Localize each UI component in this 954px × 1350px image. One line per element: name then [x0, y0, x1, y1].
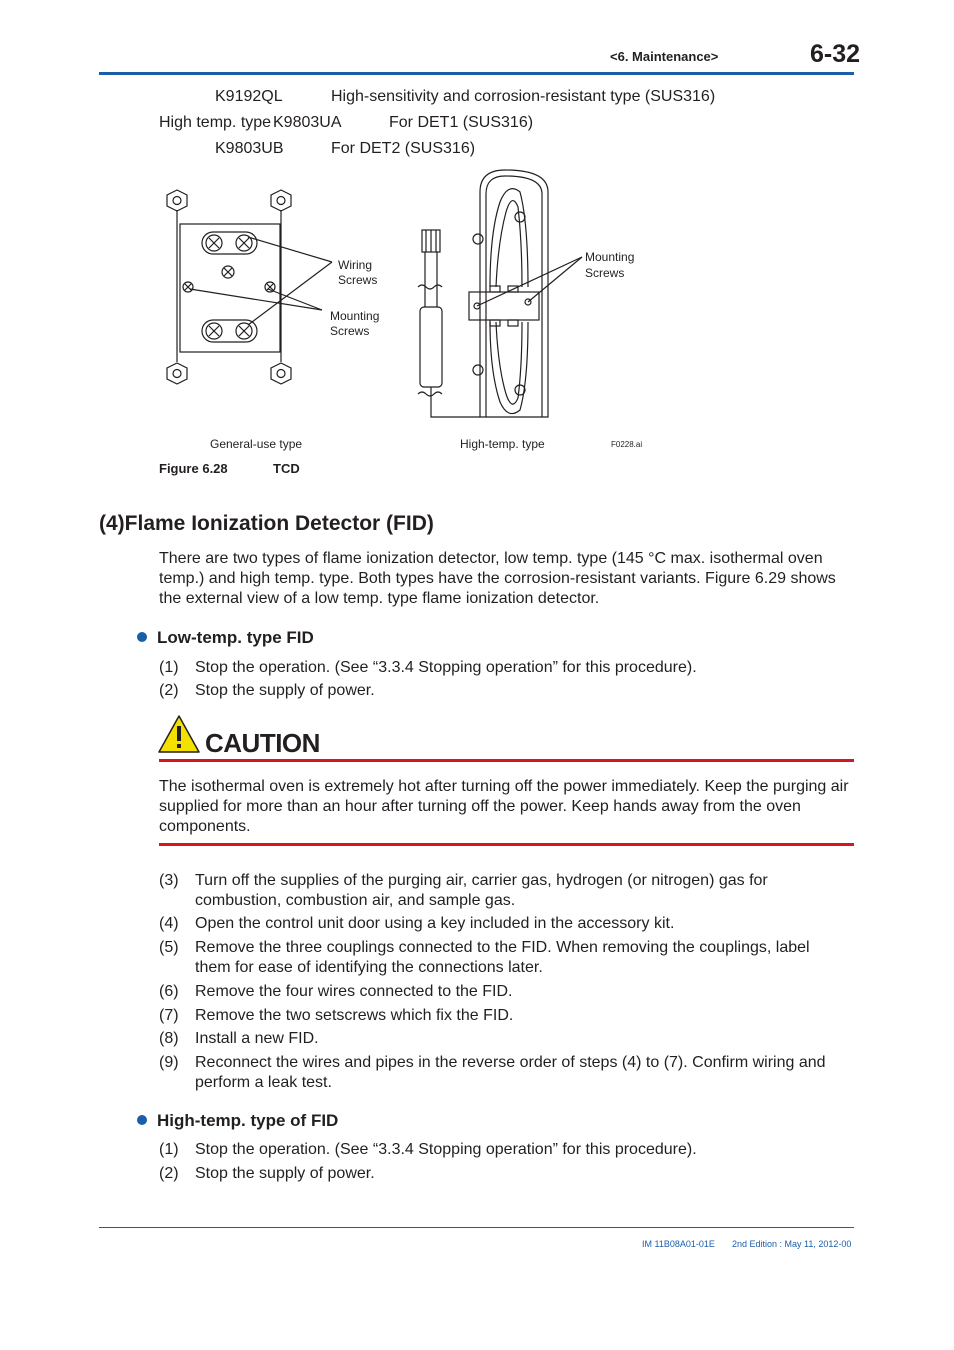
- figure-file-id: F0228.ai: [611, 440, 643, 449]
- hex-nut-icon: [167, 190, 187, 211]
- section-heading: (4)Flame Ionization Detector (FID): [99, 512, 434, 535]
- part-desc: For DET1 (SUS316): [389, 114, 534, 131]
- step-text: Turn off the supplies of the purging air, carrier gas, hydrogen (or nitrogen) gas for combustion, combustion air, and sample gas.: [195, 872, 768, 909]
- high-temp-heading: [137, 1111, 338, 1131]
- bullet-icon: [137, 1115, 147, 1125]
- wiring-screws-label: Wiring: [338, 258, 373, 272]
- page-number: 6-32: [810, 40, 861, 68]
- section-intro: There are two types of flame ionization detector, low temp. type (145 °C max. isothermal oven temp.) and high temp. type. Both types have the corrosion-resistant variants. Figure 6.29 shows the external view of a low temp. type flame ionization detector.: [159, 550, 836, 607]
- figure-caption-title: TCD: [273, 461, 300, 476]
- step-number: (6): [159, 983, 179, 1000]
- step-number: (5): [159, 939, 179, 956]
- part-desc: For DET2 (SUS316): [331, 140, 476, 157]
- step-number: (1): [159, 659, 179, 676]
- step-number: (9): [159, 1054, 179, 1071]
- mounting-screws-label: Screws: [330, 324, 370, 338]
- warning-triangle-icon: [157, 714, 201, 754]
- step-text: Stop the operation. (See “3.3.4 Stopping operation” for this procedure).: [195, 659, 697, 676]
- edition-info: 2nd Edition : May 11, 2012-00: [732, 1239, 852, 1249]
- mounting-screws-label: Mounting: [330, 309, 380, 323]
- part-desc: High-sensitivity and corrosion-resistant type (SUS316): [331, 88, 716, 105]
- step-text: Remove the three couplings connected to the FID. When removing the couplings, label them for ease of identifying the connections later.: [195, 939, 810, 976]
- high-temp-tcd-drawing: [418, 170, 582, 417]
- step-number: (2): [159, 1165, 179, 1182]
- figure-caption-number: Figure 6.28: [159, 461, 228, 476]
- low-temp-heading: [137, 628, 314, 648]
- step-text: Install a new FID.: [195, 1030, 319, 1047]
- bullet-icon: [137, 632, 147, 642]
- part-code: K9803UB: [215, 140, 284, 157]
- step-number: (2): [159, 682, 179, 699]
- step-text: Stop the supply of power.: [195, 682, 375, 699]
- step-text: Open the control unit door using a key included in the accessory kit.: [195, 915, 675, 932]
- section-header: <6. Maintenance>: [610, 49, 719, 64]
- step-text: Stop the supply of power.: [195, 1165, 375, 1182]
- high-temp-label: High-temp. type: [460, 437, 545, 451]
- caution-top-rule: [159, 759, 854, 762]
- caution-title: CAUTION: [205, 728, 320, 758]
- mounting-screws-label: Screws: [585, 266, 625, 280]
- mounting-screws-label: Mounting: [585, 250, 635, 264]
- part-code: K9192QL: [215, 88, 283, 105]
- step-number: (4): [159, 915, 179, 932]
- caution-bottom-rule: [159, 843, 854, 846]
- step-number: (7): [159, 1007, 179, 1024]
- general-use-tcd-drawing: [167, 190, 332, 384]
- step-number: (8): [159, 1030, 179, 1047]
- low-temp-heading-text: Low-temp. type FID: [157, 628, 314, 647]
- step-text: Reconnect the wires and pipes in the reverse order of steps (4) to (7). Confirm wiring and perform a leak test.: [195, 1054, 826, 1091]
- wiring-screws-label: Screws: [338, 273, 378, 287]
- step-number: (1): [159, 1141, 179, 1158]
- general-use-label: General-use type: [210, 437, 303, 451]
- footer-rule: [99, 1227, 854, 1228]
- part-prefix: High temp. type: [159, 114, 272, 131]
- document-id: IM 11B08A01-01E: [642, 1239, 715, 1249]
- tcd-figure: [150, 162, 670, 437]
- step-text: Remove the two setscrews which fix the FID.: [195, 1007, 514, 1024]
- header-rule: [99, 72, 854, 75]
- part-code: K9803UA: [273, 114, 342, 131]
- step-number: (3): [159, 872, 179, 889]
- step-text: Remove the four wires connected to the FID.: [195, 983, 513, 1000]
- step-text: Stop the operation. (See “3.3.4 Stopping operation” for this procedure).: [195, 1141, 697, 1158]
- high-temp-heading-text: High-temp. type of FID: [157, 1111, 339, 1130]
- caution-text: The isothermal oven is extremely hot after turning off the power immediately. Keep the purging air supplied for more than an hour after turning off the power. Keep hands away from the oven components.: [159, 778, 849, 835]
